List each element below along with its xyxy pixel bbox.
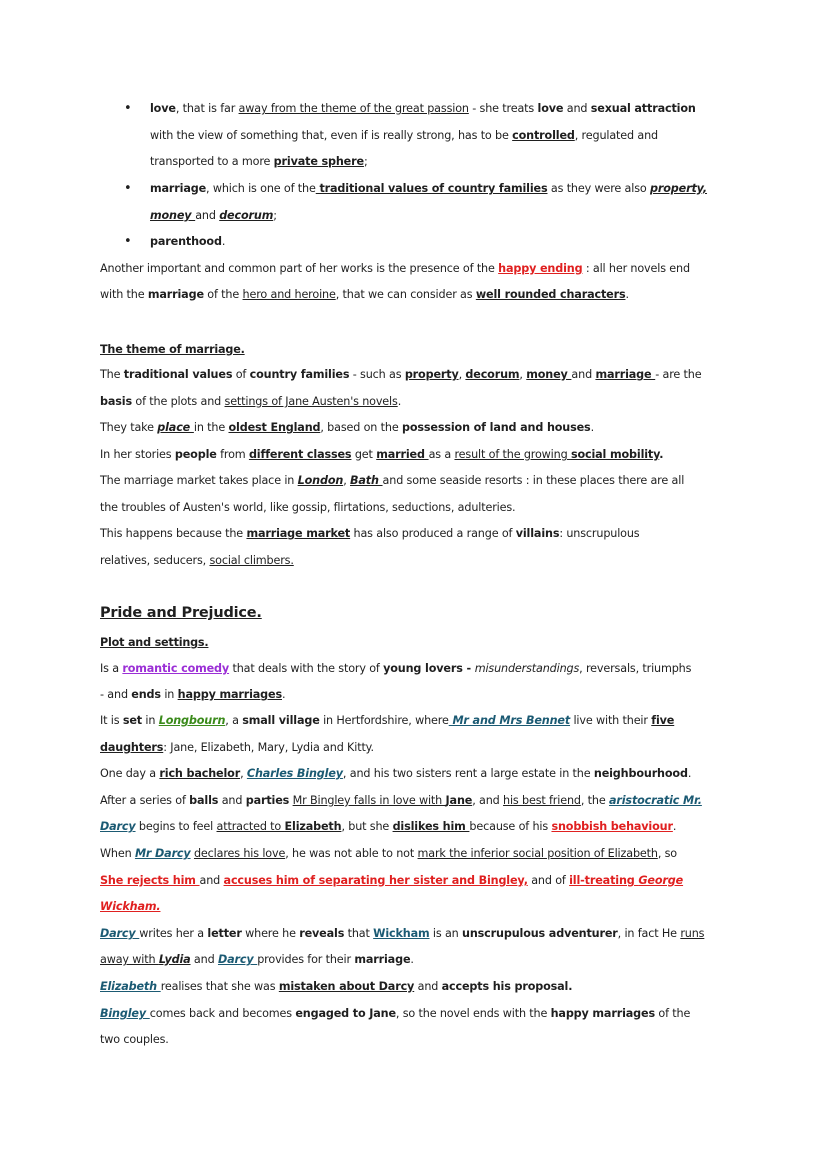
- text-bold-underline: Elizabeth: [284, 820, 342, 833]
- text: , which is one of the: [206, 182, 316, 195]
- text-red: snobbish behaviour: [551, 820, 673, 833]
- pride-line-6: [100, 793, 702, 809]
- text: : all her novels end: [582, 262, 690, 275]
- heading-theme-of-marriage: The theme of marriage.: [100, 343, 245, 356]
- marriage-line-6: [100, 500, 515, 516]
- text: and of: [527, 874, 570, 887]
- text-bold: happy marriages: [550, 1007, 655, 1020]
- text-bold-underline: daughters: [100, 741, 164, 754]
- text: , that is far: [175, 102, 239, 115]
- text-bold-underline: controlled: [512, 129, 575, 142]
- text-bold-underline: private sphere: [273, 155, 364, 168]
- text-bold: -: [462, 662, 475, 675]
- text-bold-underline: oldest England: [228, 421, 321, 434]
- text-bold-underline: dislikes him: [392, 820, 470, 833]
- text-teal: Mr and Mrs Bennet: [448, 714, 571, 727]
- text-underline: social climbers.: [209, 554, 294, 567]
- text: realises that she was: [160, 980, 279, 993]
- text: and: [563, 102, 591, 115]
- text-underline: attracted to: [216, 820, 285, 833]
- text-bold: neighbourhood: [593, 767, 688, 780]
- bullet-love-line-2: [150, 128, 658, 144]
- text-red: ill-treating: [569, 874, 639, 887]
- text: is an: [429, 927, 463, 940]
- text: .: [282, 688, 286, 701]
- text-bold: country families: [249, 368, 350, 381]
- text-bold: people: [174, 448, 217, 461]
- marriage-line-8: [100, 553, 294, 569]
- text: They take: [100, 421, 158, 434]
- bullet-love-line-1: [150, 101, 696, 117]
- pride-line-14: [100, 1006, 690, 1022]
- text-bold: letter: [207, 927, 242, 940]
- text: Another important and common part of her works is the presence of the: [100, 262, 499, 275]
- text: , he was not able to not: [285, 847, 418, 860]
- text: , and his two sisters rent a large estate in the: [342, 767, 594, 780]
- text-bold: reveals: [299, 927, 345, 940]
- text: The marriage market takes place in: [100, 474, 298, 487]
- text: When: [100, 847, 135, 860]
- text-bold-underline: different classes: [248, 448, 352, 461]
- text: In her stories: [100, 448, 175, 461]
- text-bold: unscrupulous adventurer: [462, 927, 618, 940]
- text: that: [344, 927, 374, 940]
- text-bold-italic-underline: place: [157, 421, 194, 434]
- text-bold-underline: happy marriages: [177, 688, 282, 701]
- pride-line-13: [100, 979, 572, 995]
- text-bold: small village: [242, 714, 320, 727]
- text: : unscrupulous: [559, 527, 640, 540]
- text-bold: villains: [515, 527, 560, 540]
- text-red: She rejects him: [100, 874, 200, 887]
- text-bold-underline: decorum: [465, 368, 520, 381]
- text-green: Longbourn: [158, 714, 226, 727]
- text: relatives, seducers,: [100, 554, 210, 567]
- text-teal: Charles Bingley: [246, 767, 343, 780]
- text: where he: [241, 927, 300, 940]
- bullet-dot: •: [124, 181, 132, 196]
- text-bold-underline: rich bachelor: [159, 767, 241, 780]
- text-bold-italic-underline: London: [297, 474, 344, 487]
- text: as a: [428, 448, 455, 461]
- text-bold: love: [150, 102, 176, 115]
- text: , regulated and: [574, 129, 658, 142]
- marriage-line-3: [100, 420, 594, 436]
- text: , a: [225, 714, 243, 727]
- text: because of his: [469, 820, 552, 833]
- text: - are the: [655, 368, 702, 381]
- text: and: [218, 794, 246, 807]
- text: two couples.: [100, 1033, 169, 1046]
- text: , and: [472, 794, 504, 807]
- text: It is: [100, 714, 123, 727]
- pride-line-1: [100, 661, 691, 677]
- text-bold: basis: [100, 395, 132, 408]
- text: - such as: [349, 368, 405, 381]
- text-bold: young lovers: [383, 662, 463, 675]
- pride-line-4: [100, 740, 374, 756]
- text-underline: result of the growing: [454, 448, 571, 461]
- text: in: [142, 714, 159, 727]
- text-bold: ends: [131, 688, 161, 701]
- text-bold: parties: [245, 794, 290, 807]
- text: After a series of: [100, 794, 190, 807]
- text-teal: Darcy: [100, 927, 140, 940]
- text-bold: engaged to Jane: [295, 1007, 396, 1020]
- text: One day a: [100, 767, 160, 780]
- text-underline: declares his love: [193, 847, 286, 860]
- text: and some seaside resorts : in these places there are all: [382, 474, 685, 487]
- text-bold-underline: money: [526, 368, 572, 381]
- text: - and: [100, 688, 132, 701]
- text: ,: [240, 767, 247, 780]
- text: ;: [273, 209, 277, 222]
- text-bold: marriage: [354, 953, 411, 966]
- text-bold: sexual attraction: [590, 102, 696, 115]
- text-teal: Mr Darcy: [134, 847, 191, 860]
- pride-line-12: [100, 952, 414, 968]
- text: transported to a more: [150, 155, 274, 168]
- text: as they were also: [547, 182, 651, 195]
- heading-pride-and-prejudice: Pride and Prejudice.: [100, 605, 262, 621]
- pride-line-8: [100, 846, 677, 862]
- marriage-line-1: [100, 367, 701, 383]
- text: , so the novel ends with the: [395, 1007, 551, 1020]
- text: .: [590, 421, 594, 434]
- pride-line-5: [100, 766, 691, 782]
- pride-line-9: [100, 873, 683, 889]
- text: Is a: [100, 662, 123, 675]
- text-italic: misunderstandings: [474, 662, 580, 675]
- text: in the: [193, 421, 229, 434]
- text-teal: Elizabeth: [100, 980, 161, 993]
- text-bold-underline: well rounded characters: [475, 288, 626, 301]
- text: ;: [363, 155, 368, 168]
- text-teal: Wickham: [373, 927, 430, 940]
- text-underline: mark the inferior social position of Elizabeth: [417, 847, 658, 860]
- marriage-line-2: [100, 394, 401, 410]
- text: - she treats: [468, 102, 538, 115]
- text-underline: settings of Jane Austen's novels: [224, 395, 398, 408]
- text: : Jane, Elizabeth, Mary, Lydia and Kitty.: [163, 741, 374, 754]
- text-bold-underline: social mobility: [570, 448, 660, 461]
- text: ,: [458, 368, 466, 381]
- text-purple: romantic comedy: [122, 662, 230, 675]
- text-underline: Mr Bingley falls in love with: [292, 794, 446, 807]
- text-bold-italic-underline: decorum: [219, 209, 274, 222]
- marriage-line-4: [100, 447, 663, 463]
- text: has also produced a range of: [350, 527, 516, 540]
- text: .: [672, 820, 677, 833]
- text: and: [195, 209, 220, 222]
- text: .: [687, 767, 692, 780]
- text-bold-underline: mistaken about Darcy: [278, 980, 415, 993]
- text-bold: traditional values: [123, 368, 233, 381]
- text: and: [190, 953, 218, 966]
- text: ,: [343, 474, 350, 487]
- text-teal: Darcy: [217, 953, 258, 966]
- pride-line-10: [100, 899, 160, 915]
- text-bold: parenthood: [150, 235, 222, 248]
- text: in: [160, 688, 178, 701]
- marriage-line-7: [100, 526, 639, 542]
- text: with the view of something that, even if is really strong, has to be: [150, 129, 513, 142]
- text-underline: away with: [100, 953, 159, 966]
- text: provides for their: [257, 953, 355, 966]
- text: , but she: [341, 820, 393, 833]
- text-bold: set: [122, 714, 142, 727]
- paragraph-happy-ending-1: [100, 261, 690, 277]
- text: from: [216, 448, 249, 461]
- text-bold: .: [659, 448, 664, 461]
- text-bold-underline: Jane: [445, 794, 473, 807]
- text: .: [410, 953, 414, 966]
- text: ,: [519, 368, 527, 381]
- text: live with their: [570, 714, 652, 727]
- text-bold: marriage: [150, 182, 207, 195]
- text-bold-underline: traditional values of country families: [315, 182, 548, 195]
- text-teal: Darcy: [100, 820, 136, 833]
- pride-line-7: [100, 819, 676, 835]
- bullet-dot: •: [124, 101, 132, 116]
- text: writes her a: [139, 927, 208, 940]
- text: , based on the: [320, 421, 402, 434]
- text-teal: aristocratic Mr.: [608, 794, 702, 807]
- text-bold-italic-underline: Bath: [350, 474, 383, 487]
- text-bold-underline: married: [376, 448, 429, 461]
- paragraph-happy-ending-2: [100, 287, 629, 303]
- text: with the: [100, 288, 148, 301]
- pride-line-11: [100, 926, 704, 942]
- bullet-marriage-line-1: [150, 181, 707, 197]
- bullet-marriage-line-2: [150, 208, 277, 224]
- text: This happens because the: [100, 527, 247, 540]
- text: comes back and becomes: [149, 1007, 296, 1020]
- text-bold: marriage: [147, 288, 204, 301]
- text-red: Wickham.: [100, 900, 161, 913]
- pride-line-2: [100, 687, 285, 703]
- text: and: [414, 980, 442, 993]
- text-bold-underline: marriage: [595, 368, 656, 381]
- text-bold-italic-underline: property,: [650, 182, 708, 195]
- text-bold-underline: marriage market: [246, 527, 351, 540]
- text: and: [571, 368, 596, 381]
- text: , reversals, triumphs: [579, 662, 692, 675]
- text: , that we can consider as: [335, 288, 476, 301]
- text-bold-italic-underline: Lydia: [158, 953, 191, 966]
- text-bold-italic-underline: money: [150, 209, 196, 222]
- pride-line-15: [100, 1032, 169, 1048]
- text-bold: possession of land and houses: [401, 421, 591, 434]
- bullet-parenthood: [150, 234, 225, 250]
- text: , the: [580, 794, 609, 807]
- text: that deals with the story of: [229, 662, 384, 675]
- text: of the: [203, 288, 243, 301]
- text: of the plots and: [131, 395, 225, 408]
- text-bold: love: [537, 102, 564, 115]
- text: .: [625, 288, 629, 301]
- bullet-love-line-3: [150, 154, 368, 170]
- text: in Hertfordshire, where: [319, 714, 449, 727]
- text-bold: balls: [189, 794, 219, 807]
- text-underline: hero and heroine: [242, 288, 336, 301]
- text: the troubles of Austen's world, like gossip, flirtations, seductions, adulteries.: [100, 501, 516, 514]
- text-bold: accepts his proposal.: [441, 980, 573, 993]
- text-underline: away from the theme of the great passion: [238, 102, 469, 115]
- text-red: accuses him of separating her sister and Bingley,: [223, 874, 528, 887]
- text: begins to feel: [135, 820, 217, 833]
- text: get: [351, 448, 377, 461]
- text-teal: Bingley: [100, 1007, 150, 1020]
- text: of: [232, 368, 250, 381]
- text: and: [199, 874, 224, 887]
- text: , in fact He: [617, 927, 681, 940]
- text-bold-underline: five: [651, 714, 675, 727]
- bullet-dot: •: [124, 234, 132, 249]
- text: The: [100, 368, 124, 381]
- pride-line-3: [100, 713, 674, 729]
- text-red: happy ending: [498, 262, 583, 275]
- text: .: [397, 395, 402, 408]
- text-red: George: [638, 874, 684, 887]
- subheading-plot-and-settings: Plot and settings.: [100, 636, 209, 649]
- text-underline: runs: [680, 927, 705, 940]
- text-bold-underline: property: [404, 368, 459, 381]
- text: , so: [657, 847, 677, 860]
- marriage-line-5: [100, 473, 684, 489]
- text: of the: [654, 1007, 691, 1020]
- text: .: [221, 235, 226, 248]
- text-underline: his best friend: [503, 794, 581, 807]
